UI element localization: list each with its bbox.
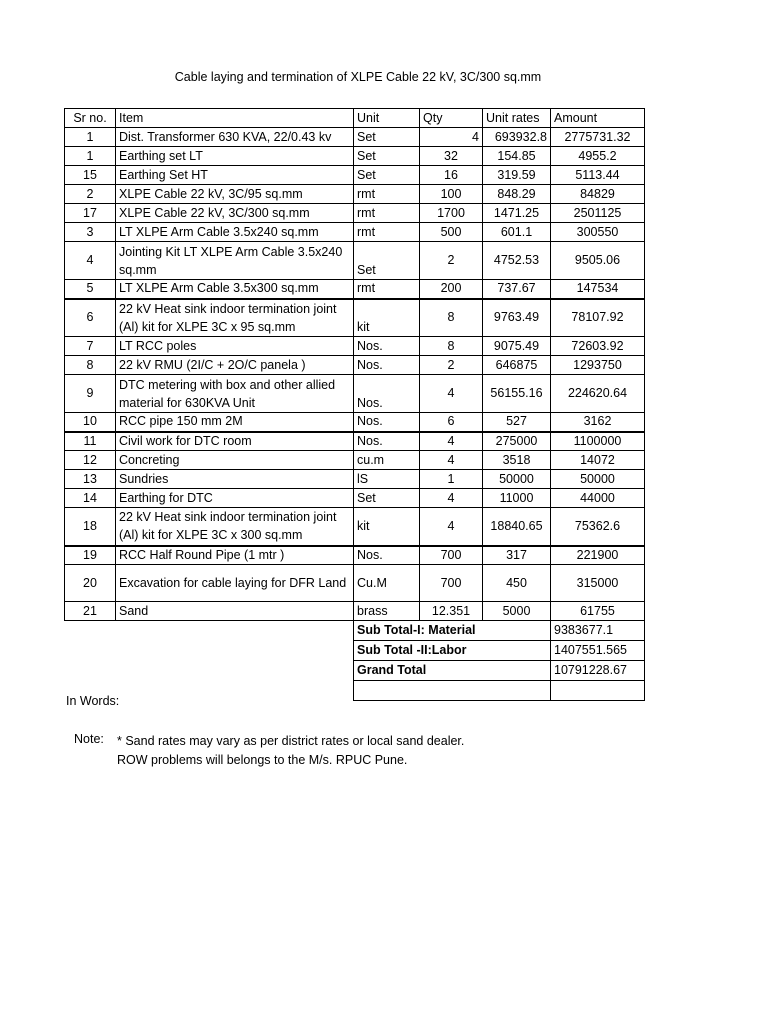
row-amount: 1100000 — [551, 432, 645, 451]
row-sr: 2 — [65, 185, 116, 204]
row-amount: 147534 — [551, 280, 645, 299]
row-qty: 4 — [420, 375, 483, 413]
table-row — [65, 337, 645, 356]
row-sr: 19 — [65, 546, 116, 565]
row-unit: Nos. — [354, 432, 420, 451]
page-title: Cable laying and termination of XLPE Cable 22 kV, 3C/300 sq.mm — [174, 70, 542, 84]
row-qty: 200 — [420, 280, 483, 299]
row-rate: 50000 — [483, 470, 551, 489]
row-sr: 11 — [65, 432, 116, 451]
row-item: RCC pipe 150 mm 2M — [116, 413, 354, 432]
row-sr: 14 — [65, 489, 116, 508]
estimate-table — [64, 108, 645, 701]
row-rate: 450 — [483, 565, 551, 602]
table-row — [65, 204, 645, 223]
table-row — [65, 242, 645, 280]
row-unit: kit — [354, 508, 420, 546]
row-amount: 14072 — [551, 451, 645, 470]
subtotal-material-row — [65, 621, 645, 641]
row-qty: 4 — [420, 451, 483, 470]
row-rate: 9763.49 — [483, 299, 551, 337]
row-item: XLPE Cable 22 kV, 3C/300 sq.mm — [116, 204, 354, 223]
row-sr: 9 — [65, 375, 116, 413]
row-sr: 1 — [65, 147, 116, 166]
row-amount: 224620.64 — [551, 375, 645, 413]
row-sr: 13 — [65, 470, 116, 489]
row-qty: 32 — [420, 147, 483, 166]
row-unit: Nos. — [354, 356, 420, 375]
header-sr: Sr no. — [65, 109, 116, 128]
row-item: Earthing set LT — [116, 147, 354, 166]
row-unit: Set — [354, 166, 420, 185]
note-line: * Sand rates may vary as per district rates or local sand dealer. — [117, 734, 465, 748]
row-sr: 12 — [65, 451, 116, 470]
row-amount: 2501125 — [551, 204, 645, 223]
row-unit: Nos. — [354, 375, 420, 413]
row-amount: 2775731.32 — [551, 128, 645, 147]
row-amount: 78107.92 — [551, 299, 645, 337]
row-unit: Set — [354, 489, 420, 508]
row-item: 22 kV Heat sink indoor termination joint (Al) kit for XLPE 3C x 95 sq.mm — [116, 299, 354, 337]
header-item: Item — [116, 109, 354, 128]
note-line: ROW problems will belongs to the M/s. RPUC Pune. — [117, 752, 408, 767]
table-row — [65, 451, 645, 470]
row-amount: 4955.2 — [551, 147, 645, 166]
row-rate: 848.29 — [483, 185, 551, 204]
row-sr: 3 — [65, 223, 116, 242]
row-unit: Nos. — [354, 546, 420, 565]
row-item: Sand — [116, 602, 354, 621]
empty-cell — [354, 681, 551, 701]
row-unit: Set — [354, 147, 420, 166]
table-row — [65, 602, 645, 621]
grand-total-value: 10791228.67 — [551, 661, 645, 681]
header-qty: Qty — [420, 109, 483, 128]
row-amount: 315000 — [551, 565, 645, 602]
row-unit: rmt — [354, 280, 420, 299]
table-row — [65, 128, 645, 147]
row-unit: Set — [354, 128, 420, 147]
row-item: Dist. Transformer 630 KVA, 22/0.43 kv — [116, 128, 354, 147]
row-qty: 700 — [420, 546, 483, 565]
row-amount: 50000 — [551, 470, 645, 489]
row-rate: 56155.16 — [483, 375, 551, 413]
row-sr: 4 — [65, 242, 116, 280]
subtotal-material-value: 9383677.1 — [551, 621, 645, 641]
table-row — [65, 280, 645, 299]
row-amount: 72603.92 — [551, 337, 645, 356]
row-qty: 4 — [420, 508, 483, 546]
grand-total-label: Grand Total — [354, 661, 551, 681]
header-unit-rates: Unit rates — [483, 109, 551, 128]
row-rate: 317 — [483, 546, 551, 565]
row-unit: Set — [354, 242, 420, 280]
row-sr: 7 — [65, 337, 116, 356]
subtotal-material-label: Sub Total-I: Material — [354, 621, 551, 641]
row-amount: 75362.6 — [551, 508, 645, 546]
row-rate: 737.67 — [483, 280, 551, 299]
row-qty: 1 — [420, 470, 483, 489]
row-unit: brass — [354, 602, 420, 621]
row-sr: 20 — [65, 565, 116, 602]
row-qty: 16 — [420, 166, 483, 185]
row-amount: 221900 — [551, 546, 645, 565]
table-row — [65, 508, 645, 546]
row-rate: 11000 — [483, 489, 551, 508]
row-amount: 44000 — [551, 489, 645, 508]
row-qty: 700 — [420, 565, 483, 602]
subtotal-labor-row — [65, 641, 645, 661]
row-rate: 601.1 — [483, 223, 551, 242]
empty-cell — [551, 681, 645, 701]
row-unit: rmt — [354, 223, 420, 242]
row-sr: 15 — [65, 166, 116, 185]
row-qty: 500 — [420, 223, 483, 242]
row-unit: kit — [354, 299, 420, 337]
row-sr: 21 — [65, 602, 116, 621]
row-item: Earthing for DTC — [116, 489, 354, 508]
row-item: DTC metering with box and other allied material for 630KVA Unit — [116, 375, 354, 413]
note-text — [117, 732, 464, 769]
row-rate: 646875 — [483, 356, 551, 375]
grand-total-row — [65, 661, 645, 681]
row-qty: 100 — [420, 185, 483, 204]
table-row — [65, 470, 645, 489]
row-unit: Cu.M — [354, 565, 420, 602]
row-rate: 18840.65 — [483, 508, 551, 546]
row-unit: rmt — [354, 204, 420, 223]
row-sr: 6 — [65, 299, 116, 337]
row-rate: 9075.49 — [483, 337, 551, 356]
row-sr: 1 — [65, 128, 116, 147]
row-rate: 3518 — [483, 451, 551, 470]
row-sr: 8 — [65, 356, 116, 375]
row-item: Excavation for cable laying for DFR Land — [116, 565, 354, 602]
table-row — [65, 546, 645, 565]
table-header-row — [65, 109, 645, 128]
row-item: Concreting — [116, 451, 354, 470]
row-unit: Nos. — [354, 413, 420, 432]
row-item: LT XLPE Arm Cable 3.5x240 sq.mm — [116, 223, 354, 242]
row-sr: 17 — [65, 204, 116, 223]
row-amount: 61755 — [551, 602, 645, 621]
row-qty: 2 — [420, 356, 483, 375]
row-item: LT RCC poles — [116, 337, 354, 356]
row-qty: 6 — [420, 413, 483, 432]
table-row — [65, 489, 645, 508]
row-item: Jointing Kit LT XLPE Arm Cable 3.5x240 sq.mm — [116, 242, 354, 280]
note-label: Note: — [74, 732, 104, 746]
row-unit: cu.m — [354, 451, 420, 470]
table-row — [65, 565, 645, 602]
row-qty: 4 — [420, 432, 483, 451]
table-row — [65, 356, 645, 375]
row-qty: 8 — [420, 337, 483, 356]
row-amount: 3162 — [551, 413, 645, 432]
row-item: LT XLPE Arm Cable 3.5x300 sq.mm — [116, 280, 354, 299]
row-rate: 5000 — [483, 602, 551, 621]
table-row — [65, 375, 645, 413]
row-rate: 527 — [483, 413, 551, 432]
subtotal-labor-value: 1407551.565 — [551, 641, 645, 661]
row-unit: rmt — [354, 185, 420, 204]
row-sr: 18 — [65, 508, 116, 546]
row-rate: 693932.8 — [483, 128, 551, 147]
table-row — [65, 299, 645, 337]
header-amount: Amount — [551, 109, 645, 128]
table-row — [65, 147, 645, 166]
row-unit: lS — [354, 470, 420, 489]
row-rate: 319.59 — [483, 166, 551, 185]
row-amount: 300550 — [551, 223, 645, 242]
row-rate: 275000 — [483, 432, 551, 451]
table-row — [65, 432, 645, 451]
row-qty: 8 — [420, 299, 483, 337]
table-row — [65, 413, 645, 432]
row-qty: 2 — [420, 242, 483, 280]
row-rate: 154.85 — [483, 147, 551, 166]
row-unit: Nos. — [354, 337, 420, 356]
subtotal-labor-label: Sub Total -II:Labor — [354, 641, 551, 661]
row-sr: 10 — [65, 413, 116, 432]
table-row — [65, 185, 645, 204]
row-amount: 1293750 — [551, 356, 645, 375]
row-amount: 84829 — [551, 185, 645, 204]
row-item: RCC Half Round Pipe (1 mtr ) — [116, 546, 354, 565]
row-qty: 1700 — [420, 204, 483, 223]
header-unit: Unit — [354, 109, 420, 128]
row-amount: 9505.06 — [551, 242, 645, 280]
empty-total-row — [65, 681, 645, 701]
in-words-label: In Words: — [66, 694, 120, 708]
row-item: Earthing Set HT — [116, 166, 354, 185]
row-qty: 4 — [420, 128, 483, 147]
table-row — [65, 166, 645, 185]
row-qty: 4 — [420, 489, 483, 508]
row-item: 22 kV Heat sink indoor termination joint (Al) kit for XLPE 3C x 300 sq.mm — [116, 508, 354, 546]
row-item: 22 kV RMU (2I/C + 2O/C panela ) — [116, 356, 354, 375]
row-amount: 5113.44 — [551, 166, 645, 185]
row-item: Sundries — [116, 470, 354, 489]
row-rate: 4752.53 — [483, 242, 551, 280]
row-item: Civil work for DTC room — [116, 432, 354, 451]
row-rate: 1471.25 — [483, 204, 551, 223]
row-qty: 12.351 — [420, 602, 483, 621]
row-item: XLPE Cable 22 kV, 3C/95 sq.mm — [116, 185, 354, 204]
table-row — [65, 223, 645, 242]
row-sr: 5 — [65, 280, 116, 299]
